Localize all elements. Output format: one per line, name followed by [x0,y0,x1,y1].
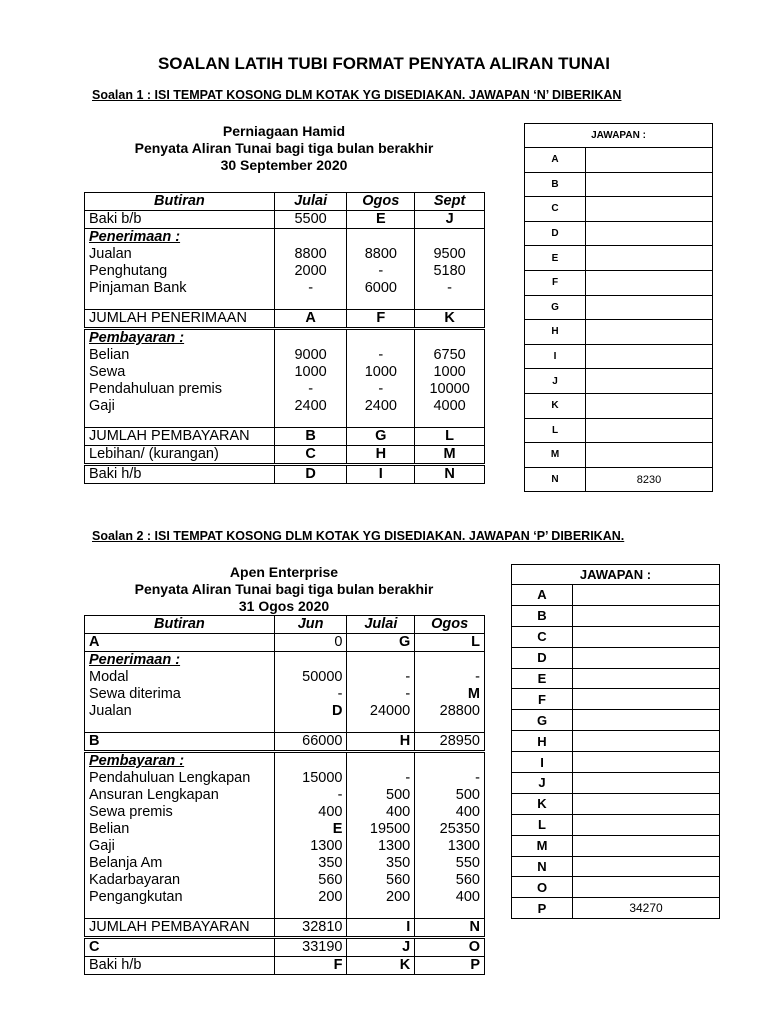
answer-key: A [525,148,586,173]
answer-value-field[interactable] [573,814,720,835]
row-label: Baki h/b [85,465,275,484]
row-label: Sewa diterima [85,686,275,703]
q1-header [84,123,484,174]
table-row [85,787,485,804]
cell: G [347,428,415,446]
answer-value-field[interactable] [573,773,720,794]
answer-key: K [512,793,573,814]
table-row [85,364,485,381]
cell: 33190 [274,938,347,957]
q1-business-name: Perniagaan Hamid [222,123,346,139]
answer-value-field[interactable] [573,647,720,668]
answer-row [512,710,720,731]
cell: D [274,703,347,720]
cell: L [415,428,485,446]
answer-value-field[interactable] [573,752,720,773]
col-jun: Jun [274,616,347,634]
cell: 19500 [347,821,415,838]
answer-row [512,898,720,919]
row-pembayaran-heading [85,329,485,348]
cell: - [274,280,347,297]
answer-key: A [512,585,573,606]
cell: 32810 [274,919,347,938]
section-label: Pembayaran : [89,330,185,346]
answer-key: N [512,856,573,877]
row-label: Lebihan/ (kurangan) [85,446,275,465]
answer-key: M [525,443,586,468]
cell: 500 [415,787,485,804]
cell: - [274,686,347,703]
answer-key: J [512,773,573,794]
row-label: Pinjaman Bank [85,280,275,297]
cell: 400 [415,889,485,906]
cell: - [347,347,415,364]
cell: 8800 [347,246,415,263]
row-label: Penghutang [85,263,275,280]
cell: E [274,821,347,838]
cell: 10000 [415,381,485,398]
cell: - [347,669,415,686]
cell: 560 [274,872,347,889]
col-ogos: Ogos [347,193,415,211]
cell: 8800 [274,246,347,263]
table-row [85,872,485,889]
answer-key: I [525,344,586,369]
answer-value-field[interactable] [573,689,720,710]
cell: N [415,465,485,484]
row-pembayaran-heading [85,752,485,771]
table-row [85,669,485,686]
answer-row [525,295,713,320]
cell: J [347,938,415,957]
row-label: Sewa [85,364,275,381]
section-label: Penerimaan : [89,652,181,668]
cell: 400 [347,804,415,821]
answer-title: JAWAPAN : [525,124,713,148]
q1-statement-title: Penyata Aliran Tunai bagi tiga bulan berakhir [134,140,434,156]
cell: 5500 [274,211,347,229]
cell: - [415,280,485,297]
cell: K [415,310,485,329]
spacer-row [85,906,485,919]
row-penerimaan-heading [85,229,485,247]
answer-row [525,221,713,246]
answer-key: L [512,814,573,835]
cell: E [347,211,415,229]
answer-row [525,418,713,443]
answer-value-field[interactable] [573,793,720,814]
col-julai: Julai [274,193,347,211]
answer-key: E [525,246,586,271]
answer-row [525,246,713,271]
answer-value-field[interactable] [586,443,713,468]
row-jumlah-pembayaran [85,428,485,446]
row-baki-bb [85,211,485,229]
answer-value-field[interactable]: 34270 [573,898,720,919]
row-label: Pendahuluan Lengkapan [85,770,275,787]
answer-key: B [512,605,573,626]
answer-value-field[interactable] [586,270,713,295]
answer-row [525,197,713,222]
answer-value-field[interactable] [586,148,713,173]
cell: 2400 [347,398,415,415]
answer-row [512,689,720,710]
q2-statement-title: Penyata Aliran Tunai bagi tiga bulan berakhir [134,581,434,597]
cell: 24000 [347,703,415,720]
cell: H [347,733,415,752]
cell: - [415,770,485,787]
cell: 25350 [415,821,485,838]
answer-row [525,467,713,492]
cell: - [415,669,485,686]
cell: 28800 [415,703,485,720]
answer-row [512,605,720,626]
answer-row [512,856,720,877]
answer-key: J [525,369,586,394]
cell: 400 [415,804,485,821]
q1-answer-box [524,123,713,492]
col-sept: Sept [415,193,485,211]
col-butiran: Butiran [85,616,275,634]
cell: 2400 [274,398,347,415]
q2-instruction: Soalan 2 : ISI TEMPAT KOSONG DLM KOTAK YG DISEDIAKAN. JAWAPAN ‘P’ DIBERIKAN. [92,529,625,543]
table-row [85,347,485,364]
row-c [85,938,485,957]
cell: 4000 [415,398,485,415]
cell: 1000 [415,364,485,381]
row-label: Belian [85,347,275,364]
cell: 1300 [415,838,485,855]
spacer-row [85,415,485,428]
cell: 560 [415,872,485,889]
cell: I [347,919,415,938]
answer-value-field[interactable] [573,668,720,689]
row-label: Belian [85,821,275,838]
cell: 1300 [274,838,347,855]
cell: 400 [274,804,347,821]
table-header-row [85,193,485,211]
cell: F [274,957,347,975]
row-jumlah-penerimaan [85,310,485,329]
cell: L [415,634,485,652]
answer-value-field[interactable] [573,585,720,606]
answer-key: D [512,647,573,668]
page-title: SOALAN LATIH TUBI FORMAT PENYATA ALIRAN TUNAI [157,54,611,73]
answer-value-field[interactable]: 8230 [586,467,713,492]
q1-instruction: Soalan 1 : ISI TEMPAT KOSONG DLM KOTAK YG DISEDIAKAN. JAWAPAN ‘N’ DIBERIKAN [92,88,622,102]
cell: 6000 [347,280,415,297]
cell: 50000 [274,669,347,686]
cell: 66000 [274,733,347,752]
row-label: B [85,733,275,752]
cell: N [415,919,485,938]
cell: - [347,263,415,280]
col-ogos: Ogos [415,616,485,634]
row-jumlah-pembayaran [85,919,485,938]
answer-row [512,668,720,689]
answer-value-field[interactable] [573,731,720,752]
cell: 0 [274,634,347,652]
cell: M [415,446,485,465]
q2-cash-flow-table [84,615,485,975]
q1-statement-date: 30 September 2020 [220,157,348,173]
answer-row [512,773,720,794]
cell: 5180 [415,263,485,280]
answer-row [512,731,720,752]
cell: - [274,381,347,398]
answer-row [525,369,713,394]
section-label: Penerimaan : [89,229,181,245]
answer-row [512,814,720,835]
answer-value-field[interactable] [573,835,720,856]
cell: - [347,381,415,398]
cell: - [274,787,347,804]
cell: 6750 [415,347,485,364]
col-julai: Julai [347,616,415,634]
cell: H [347,446,415,465]
table-row [85,821,485,838]
answer-value-field[interactable] [586,197,713,222]
row-label: Baki h/b [85,957,275,975]
cell: 350 [274,855,347,872]
row-label: Sewa premis [85,804,275,821]
answer-value-field[interactable] [586,295,713,320]
col-butiran: Butiran [85,193,275,211]
answer-key: B [525,172,586,197]
row-label: JUMLAH PEMBAYARAN [85,428,275,446]
cell: 560 [347,872,415,889]
table-row [85,686,485,703]
cell: B [274,428,347,446]
answer-value-field[interactable] [586,172,713,197]
cell: 9000 [274,347,347,364]
table-row [85,263,485,280]
cell: K [347,957,415,975]
cell: 9500 [415,246,485,263]
cell: 1000 [274,364,347,381]
cell: F [347,310,415,329]
row-label: Gaji [85,398,275,415]
table-row [85,855,485,872]
cell: 500 [347,787,415,804]
row-label: Baki b/b [85,211,275,229]
answer-row [512,835,720,856]
row-baki-hb [85,465,485,484]
table-row [85,398,485,415]
answer-key: L [525,418,586,443]
table-row [85,804,485,821]
spacer-row [85,720,485,733]
answer-value-field[interactable] [586,246,713,271]
answer-row [512,647,720,668]
table-header-row [85,616,485,634]
row-label: JUMLAH PEMBAYARAN [85,919,275,938]
cell: D [274,465,347,484]
cell: 15000 [274,770,347,787]
answer-key: G [512,710,573,731]
answer-title: JAWAPAN : [512,565,720,585]
table-row [85,381,485,398]
row-b [85,733,485,752]
table-row [85,770,485,787]
table-row [85,703,485,720]
answer-key: C [525,197,586,222]
answer-row [512,626,720,647]
row-label: Jualan [85,703,275,720]
spacer-row [85,297,485,310]
cell: 200 [347,889,415,906]
table-row [85,889,485,906]
row-penerimaan-heading [85,652,485,670]
answer-header-row [512,565,720,585]
cell: - [347,770,415,787]
section-label: Pembayaran : [89,753,185,769]
cell: 1000 [347,364,415,381]
answer-key: N [525,467,586,492]
answer-key: O [512,877,573,898]
row-label: Gaji [85,838,275,855]
cell: 550 [415,855,485,872]
cell: 200 [274,889,347,906]
answer-value-field[interactable] [586,344,713,369]
answer-header-row [525,124,713,148]
q2-statement-date: 31 Ogos 2020 [238,598,330,614]
cell: I [347,465,415,484]
answer-row [525,393,713,418]
row-label: Ansuran Lengkapan [85,787,275,804]
answer-row [512,793,720,814]
answer-value-field[interactable] [573,626,720,647]
row-label: Pengangkutan [85,889,275,906]
answer-value-field[interactable] [586,369,713,394]
cell: 2000 [274,263,347,280]
row-label: JUMLAH PENERIMAAN [85,310,275,329]
row-label: Kadarbayaran [85,872,275,889]
answer-value-field[interactable] [586,221,713,246]
answer-row [512,877,720,898]
answer-key: H [525,320,586,345]
answer-value-field[interactable] [573,605,720,626]
row-label: Pendahuluan premis [85,381,275,398]
row-label: C [85,938,275,957]
cell: 28950 [415,733,485,752]
answer-key: F [525,270,586,295]
answer-row [525,172,713,197]
cell: M [415,686,485,703]
answer-row [525,270,713,295]
row-a [85,634,485,652]
answer-key: P [512,898,573,919]
cell: J [415,211,485,229]
row-label: Belanja Am [85,855,275,872]
answer-row [525,148,713,173]
row-label: Jualan [85,246,275,263]
answer-row [525,443,713,468]
q2-answer-box [511,564,720,919]
cell: 350 [347,855,415,872]
answer-key: C [512,626,573,647]
answer-row [525,320,713,345]
answer-key: K [525,393,586,418]
cell: 1300 [347,838,415,855]
answer-value-field[interactable] [586,393,713,418]
answer-key: G [525,295,586,320]
answer-value-field[interactable] [586,418,713,443]
row-label: Modal [85,669,275,686]
answer-value-field[interactable] [573,877,720,898]
q2-business-name: Apen Enterprise [229,564,339,580]
cell: - [347,686,415,703]
table-row [85,246,485,263]
row-lebihan [85,446,485,465]
answer-value-field[interactable] [586,320,713,345]
table-row [85,838,485,855]
answer-row [525,344,713,369]
answer-key: I [512,752,573,773]
answer-row [512,752,720,773]
answer-key: F [512,689,573,710]
q1-cash-flow-table [84,192,485,484]
cell: P [415,957,485,975]
table-row [85,280,485,297]
row-baki-hb [85,957,485,975]
row-label: A [85,634,275,652]
answer-key: M [512,835,573,856]
cell: G [347,634,415,652]
answer-key: H [512,731,573,752]
answer-value-field[interactable] [573,856,720,877]
answer-value-field[interactable] [573,710,720,731]
cell: C [274,446,347,465]
cell: A [274,310,347,329]
q2-header [84,564,484,615]
answer-key: E [512,668,573,689]
answer-row [512,585,720,606]
cell: O [415,938,485,957]
answer-key: D [525,221,586,246]
